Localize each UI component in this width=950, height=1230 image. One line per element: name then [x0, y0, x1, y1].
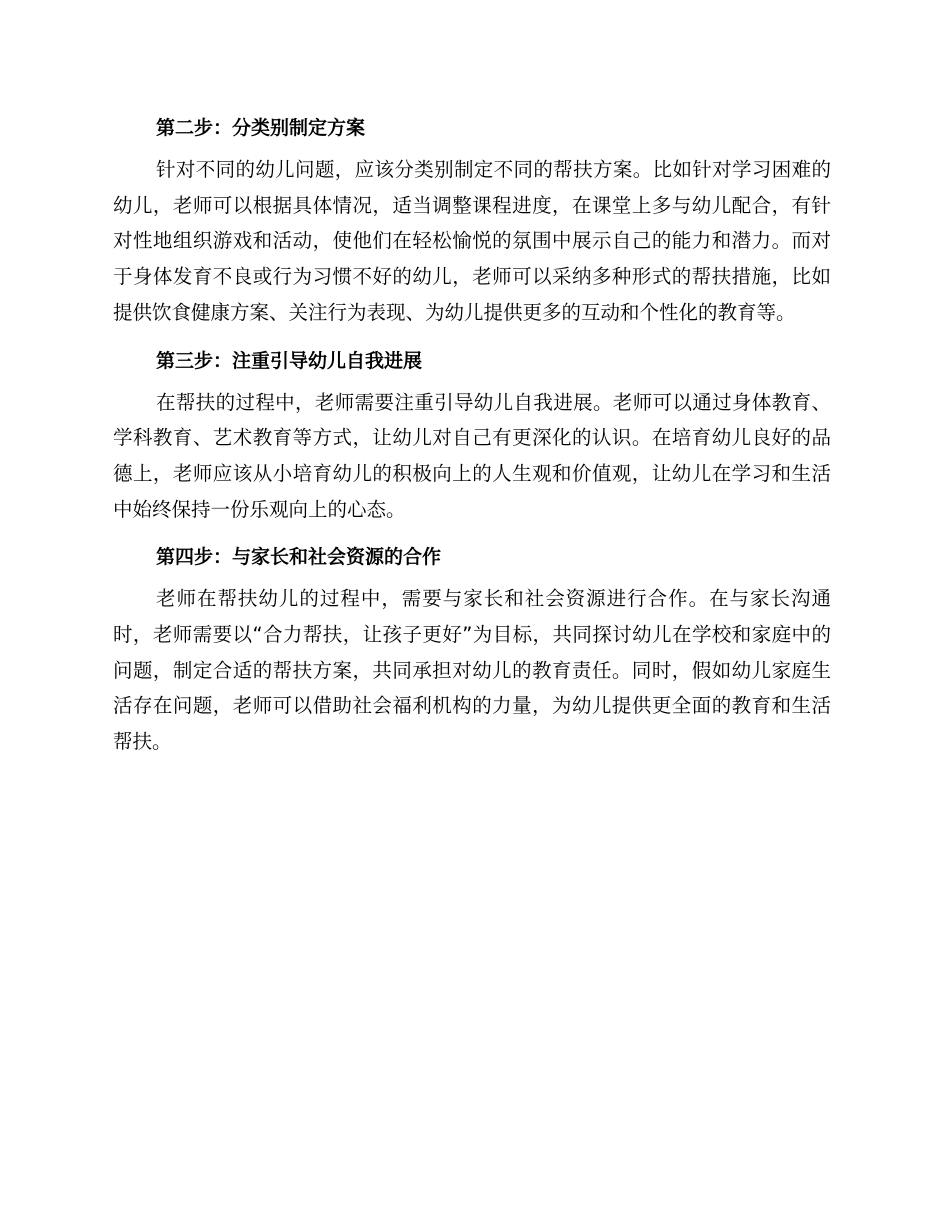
section-heading-step-3: 第三步：注重引导幼儿自我进展 — [156, 349, 423, 372]
document-page — [113, 104, 831, 766]
section-body-step-2: 针对不同的幼儿问题，应该分类别制定不同的帮扶方案。比如针对学习困难的幼儿，老师可以根据具体情况，适当调整课程进度，在课堂上多与幼儿配合，有针对性地组织游戏和活动，使他们在轻松愉悦的氛围中展示自己的能力和潜力。而对于身体发育不良或行为习惯不好的幼儿，老师可以采纳多种形式的帮扶措施，比如提供饮食健康方案、关注行为表现、为幼儿提供更多的互动和个性化的教育等。 — [113, 158, 831, 324]
section-body-step-4: 老师在帮扶幼儿的过程中，需要与家长和社会资源进行合作。在与家长沟通时，老师需要以“合力帮扶，让孩子更好”为目标，共同探讨幼儿在学校和家庭中的问题，制定合适的帮扶方案，共同承担对幼儿的教育责任。同时，假如幼儿家庭生活存在问题，老师可以借助社会福利机构的力量，为幼儿提供更全面的教育和生活帮扶。 — [113, 587, 831, 754]
section-heading-step-4: 第四步：与家长和社会资源的合作 — [156, 546, 442, 569]
section-body-step-3: 在帮扶的过程中，老师需要注重引导幼儿自我进展。老师可以通过身体教育、学科教育、艺术教育等方式，让幼儿对自己有更深化的认识。在培育幼儿良好的品德上，老师应该从小培育幼儿的积极向上的人生观和价值观，让幼儿在学习和生活中始终保持一份乐观向上的心态。 — [113, 390, 831, 521]
section-heading-step-2: 第二步：分类别制定方案 — [156, 117, 366, 139]
